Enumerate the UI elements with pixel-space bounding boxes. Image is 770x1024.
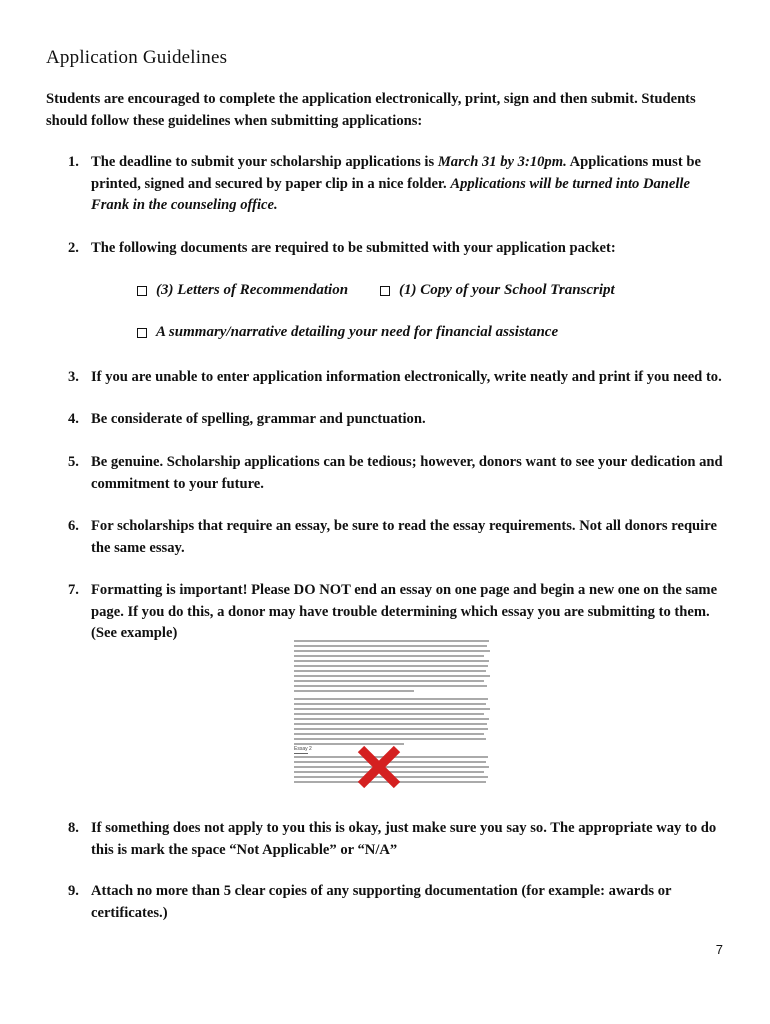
checklist-letters	[137, 282, 348, 299]
item-number: 9.	[68, 883, 79, 899]
item-text: Formatting is important! Please DO NOT end an essay on one page and begin a new one on the same page. If you do this, a donor may have trouble determining which essay you are submitting to them. (See example)	[91, 582, 718, 641]
item-text: Attach no more than 5 clear copies of any supporting documentation (for example: awards or certificates.)	[91, 883, 672, 921]
item-number: 4.	[68, 411, 79, 427]
item-text: If something does not apply to you this is okay, just make sure you say so. The appropriate way to do this is mark the space “Not Applicable” or “N/A”	[91, 820, 717, 858]
checklist-label: A summary/narrative detailing your need for financial assistance	[156, 324, 559, 340]
checklist-summary	[137, 324, 558, 341]
item-number: 3.	[68, 369, 79, 385]
item-text: Be genuine. Scholarship applications can be tedious; however, donors want to see your dedication and commitment to your future.	[91, 454, 723, 492]
item-text: The deadline to submit your scholarship applications is March 31 by 3:10pm. Applications must be printed, signed and secured by paper clip in a nice folder. Applications will be turned into Danelle Frank in the counseling office.	[91, 154, 701, 213]
item-number: 1.	[68, 154, 79, 170]
red-x-icon	[355, 743, 403, 791]
checklist-label: (1) Copy of your School Transcript	[399, 282, 615, 298]
checklist-transcript	[380, 282, 615, 299]
item-number: 8.	[68, 820, 79, 836]
item-text: For scholarships that require an essay, be sure to read the essay requirements. Not all donors require the same essay.	[91, 518, 717, 556]
page-title: Application Guidelines	[46, 47, 228, 68]
item-number: 7.	[68, 582, 79, 598]
item-number: 6.	[68, 518, 79, 534]
checkbox-icon	[380, 286, 390, 296]
item-text: Be considerate of spelling, grammar and punctuation.	[91, 411, 426, 427]
checkbox-icon	[137, 328, 147, 338]
intro-paragraph: Students are encouraged to complete the application electronically, print, sign and then submit. Students should follow these guidelines when submitting applications:	[46, 91, 696, 129]
item-number: 2.	[68, 240, 79, 256]
item-number: 5.	[68, 454, 79, 470]
checklist-label: (3) Letters of Recommendation	[156, 282, 349, 298]
page-number: 7	[715, 942, 723, 957]
essay-label: Essay 2	[294, 746, 312, 752]
item-text: The following documents are required to be submitted with your application packet:	[91, 240, 616, 256]
checkbox-icon	[137, 286, 147, 296]
item-text: If you are unable to enter application information electronically, write neatly and print if you need to.	[91, 369, 722, 385]
